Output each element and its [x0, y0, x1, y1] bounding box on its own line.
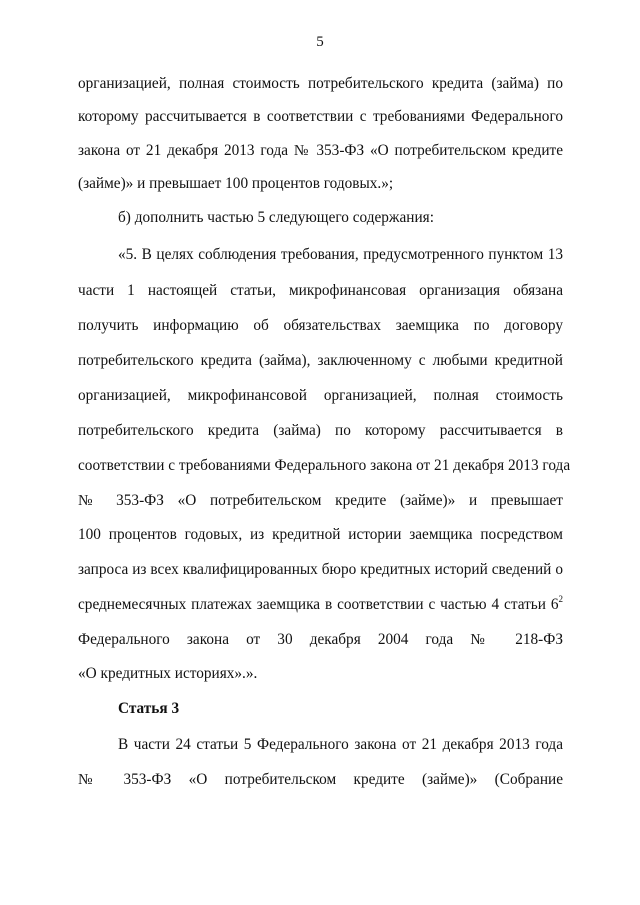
text-line: «5. В целях соблюдения требования, предусмотренного пунктом 13: [118, 246, 563, 263]
text-line: б) дополнить частью 5 следующего содержания:: [118, 209, 434, 226]
text-line: части 1 настоящей статьи, микрофинансовая организация обязана: [78, 282, 563, 299]
text-line: запроса из всех квалифицированных бюро кредитных историй сведений о: [78, 561, 563, 578]
text-line: среднемесячных платежах заемщика в соответствии с частью 4 статьи 6: [78, 596, 559, 613]
page-number: 5: [316, 34, 324, 50]
superscript: 2: [558, 594, 563, 604]
article-heading: Статья 3: [118, 700, 180, 717]
text-line: организацией, полная стоимость потребительского кредита (займа) по: [78, 75, 563, 92]
text-line: В части 24 статьи 5 Федерального закона от 21 декабря 2013 года: [118, 736, 563, 753]
text-line: закона от 21 декабря 2013 года № 353-ФЗ «О потребительском кредите: [78, 142, 563, 159]
text-line: (займе)» и превышает 100 процентов годовых.»;: [78, 175, 394, 192]
text-line: соответствии с требованиями Федерального закона от 21 декабря 2013 года: [78, 457, 571, 474]
text-line: 100 процентов годовых, из кредитной истории заемщика посредством: [78, 526, 563, 543]
text-line: получить информацию об обязательствах заемщика по договору: [78, 317, 563, 334]
text-line: № 353-ФЗ «О потребительском кредите (займе)» (Собрание: [78, 771, 563, 788]
text-line: № 353-ФЗ «О потребительском кредите (займе)» и превышает: [78, 492, 563, 509]
text-line: «О кредитных историях».».: [78, 665, 258, 682]
text-line: потребительского кредита (займа), заключенному с любыми кредитной: [78, 352, 563, 369]
text-line: которому рассчитывается в соответствии с требованиями Федерального: [78, 108, 563, 125]
text-line: организацией, микрофинансовой организацией, полная стоимость: [78, 387, 563, 404]
text-line: Федерального закона от 30 декабря 2004 года № 218-ФЗ: [78, 631, 563, 648]
text-line-with-superscript: [78, 595, 563, 615]
text-line: потребительского кредита (займа) по которому рассчитывается в: [78, 422, 563, 439]
